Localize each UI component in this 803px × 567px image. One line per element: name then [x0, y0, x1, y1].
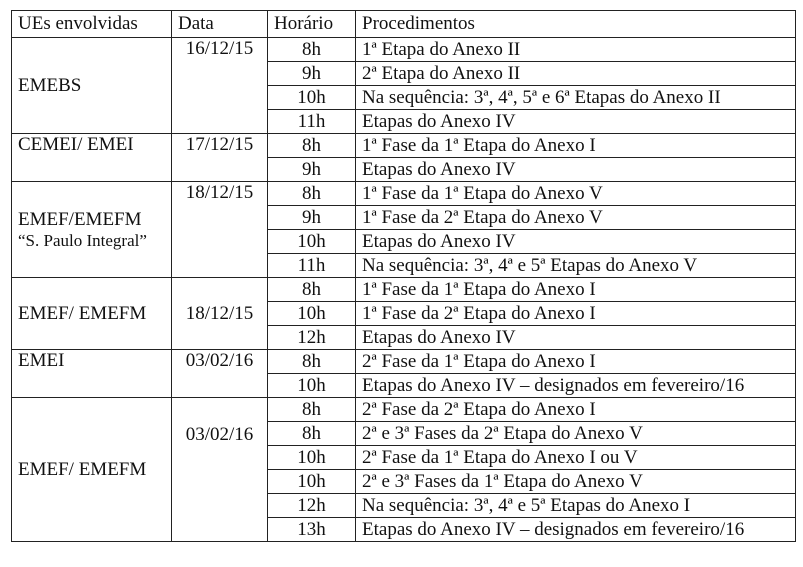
procedure-cell: Etapas do Anexo IV: [356, 230, 796, 254]
date-cell: 16/12/15: [172, 38, 268, 134]
procedure-cell: Na sequência: 3ª, 4ª e 5ª Etapas do Anexo I: [356, 494, 796, 518]
time-cell: 8h: [268, 134, 356, 158]
ue-cell: EMEF/ EMEFM: [12, 278, 172, 350]
time-cell: 9h: [268, 206, 356, 230]
procedure-cell: 2ª Fase da 2ª Etapa do Anexo I: [356, 398, 796, 422]
ue-cell: EMEBS: [12, 38, 172, 134]
time-cell: 10h: [268, 374, 356, 398]
ue-cell: EMEF/ EMEFM: [12, 398, 172, 542]
procedure-cell: 1ª Fase da 2ª Etapa do Anexo V: [356, 206, 796, 230]
header-ue: UEs envolvidas: [12, 11, 172, 38]
time-cell: 9h: [268, 158, 356, 182]
procedure-cell: 2ª Etapa do Anexo II: [356, 62, 796, 86]
time-cell: 9h: [268, 62, 356, 86]
procedure-cell: Etapas do Anexo IV: [356, 158, 796, 182]
time-cell: 10h: [268, 446, 356, 470]
ue-cell: EMEI: [12, 350, 172, 398]
header-row: [12, 11, 796, 38]
procedure-cell: 2ª Fase da 1ª Etapa do Anexo I: [356, 350, 796, 374]
time-cell: 13h: [268, 518, 356, 542]
ue-subtitle: “S. Paulo Integral”: [18, 230, 147, 250]
time-cell: 10h: [268, 470, 356, 494]
time-cell: 8h: [268, 398, 356, 422]
header-procedures: Procedimentos: [356, 11, 796, 38]
time-cell: 8h: [268, 38, 356, 62]
header-time: Horário: [268, 11, 356, 38]
procedure-cell: 1ª Fase da 2ª Etapa do Anexo I: [356, 302, 796, 326]
header-date: Data: [172, 11, 268, 38]
schedule-table: [11, 10, 796, 542]
table-row: [12, 134, 796, 158]
procedure-cell: Na sequência: 3ª, 4ª e 5ª Etapas do Anexo V: [356, 254, 796, 278]
table-row: [12, 398, 796, 422]
time-cell: 10h: [268, 302, 356, 326]
table-row: [12, 38, 796, 62]
date-cell: 18/12/15: [172, 182, 268, 278]
procedure-cell: 1ª Fase da 1ª Etapa do Anexo I: [356, 134, 796, 158]
ue-cell: CEMEI/ EMEI: [12, 134, 172, 182]
procedure-cell: 2ª e 3ª Fases da 2ª Etapa do Anexo V: [356, 422, 796, 446]
procedure-cell: 1ª Fase da 1ª Etapa do Anexo I: [356, 278, 796, 302]
time-cell: 8h: [268, 350, 356, 374]
procedure-cell: Etapas do Anexo IV – designados em fevereiro/16: [356, 374, 796, 398]
date-cell: 17/12/15: [172, 134, 268, 182]
procedure-cell: Etapas do Anexo IV: [356, 110, 796, 134]
date-cell: 03/02/16: [172, 398, 268, 542]
time-cell: 8h: [268, 422, 356, 446]
procedure-cell: Etapas do Anexo IV: [356, 326, 796, 350]
date-cell: 18/12/15: [172, 278, 268, 350]
procedure-cell: 2ª e 3ª Fases da 1ª Etapa do Anexo V: [356, 470, 796, 494]
table-row: [12, 350, 796, 374]
ue-cell: [12, 182, 172, 278]
time-cell: 10h: [268, 230, 356, 254]
procedure-cell: 1ª Etapa do Anexo II: [356, 38, 796, 62]
time-cell: 12h: [268, 494, 356, 518]
time-cell: 12h: [268, 326, 356, 350]
time-cell: 11h: [268, 110, 356, 134]
time-cell: 10h: [268, 86, 356, 110]
procedure-cell: 2ª Fase da 1ª Etapa do Anexo I ou V: [356, 446, 796, 470]
time-cell: 11h: [268, 254, 356, 278]
table-row: [12, 278, 796, 302]
procedure-cell: Na sequência: 3ª, 4ª, 5ª e 6ª Etapas do Anexo II: [356, 86, 796, 110]
procedure-cell: 1ª Fase da 1ª Etapa do Anexo V: [356, 182, 796, 206]
time-cell: 8h: [268, 278, 356, 302]
table-row: [12, 182, 796, 206]
time-cell: 8h: [268, 182, 356, 206]
ue-name: EMEF/EMEFM: [18, 208, 142, 230]
date-cell: 03/02/16: [172, 350, 268, 398]
procedure-cell: Etapas do Anexo IV – designados em fevereiro/16: [356, 518, 796, 542]
